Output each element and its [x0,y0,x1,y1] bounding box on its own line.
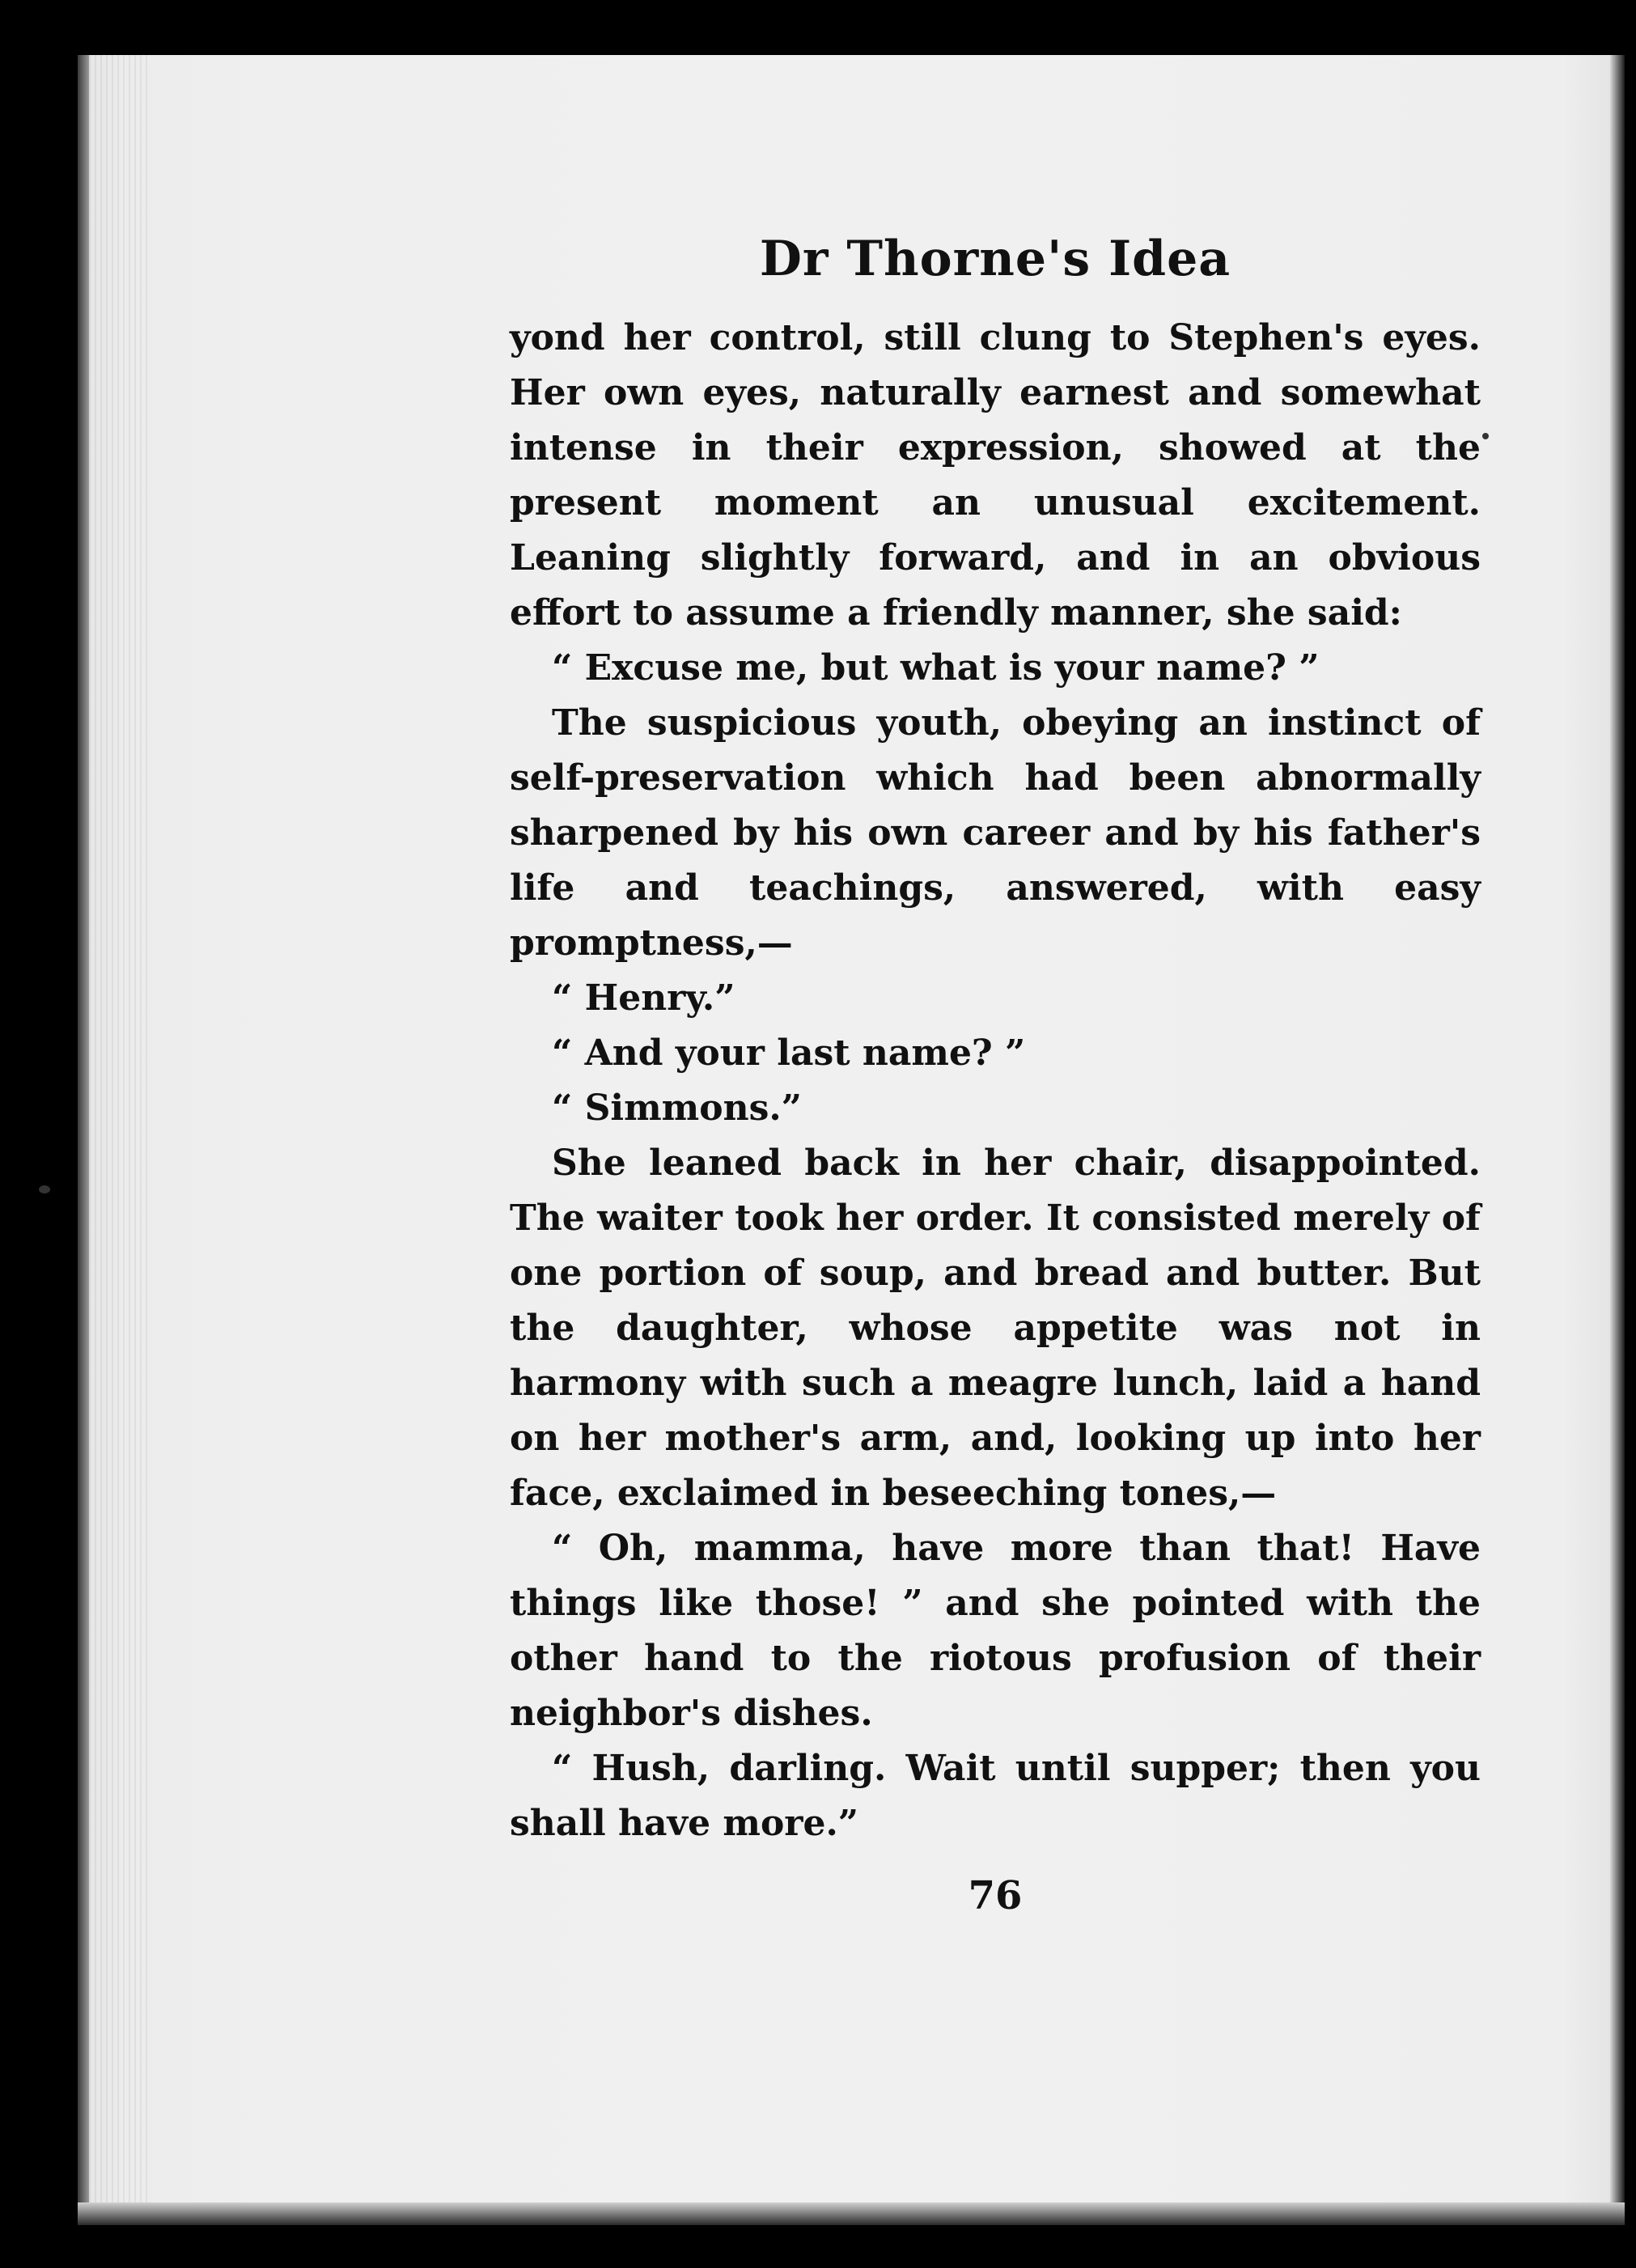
paragraph: “ Excuse me, but what is your name? ” [552,647,1320,689]
scan-speck [39,1185,50,1193]
paragraph: “ Hush, darling. Wait until supper; then you shall have more.” [510,1748,1481,1844]
paragraph: “ Oh, mamma, have more than that! Have things like those! ” and she pointed with the other hand to the riotous profusion of their neighbor's dishes. [510,1528,1481,1734]
paragraph: “ Simmons.” [552,1087,802,1129]
scan-speck [1482,433,1489,439]
bottom-page-edge [78,2202,1625,2225]
paragraph: “ Henry.” [552,977,735,1019]
page-text-block [510,227,1481,1924]
paragraph: yond her control, still clung to Stephen's eyes. Her own eyes, naturally earnest and somewhat intense in their expression, showed at the present moment an unusual excitement. Leaning slightly forward, and in an obvious effort to assume a friendly manner, she said: [510,317,1481,634]
right-page-edge [1610,55,1625,2225]
book-spine [78,55,89,2225]
paragraph: The suspicious youth, obeying an instinct of self-preservation which had been abnormally sharpened by his own career and by his father's life and teachings, answered, with easy promptness,— [510,702,1481,964]
running-head: Dr Thorne's Idea [759,231,1231,287]
page-number: 76 [968,1873,1023,1918]
paragraph: She leaned back in her chair, disappointed. The waiter took her order. It consisted merely of one portion of soup, and bread and butter. But the daughter, whose appetite was not in harmony with such a meagre lunch, laid a hand on her mother's arm, and, looking up into her face, exclaimed in beseeching tones,— [510,1142,1481,1514]
paragraph: “ And your last name? ” [552,1032,1026,1074]
